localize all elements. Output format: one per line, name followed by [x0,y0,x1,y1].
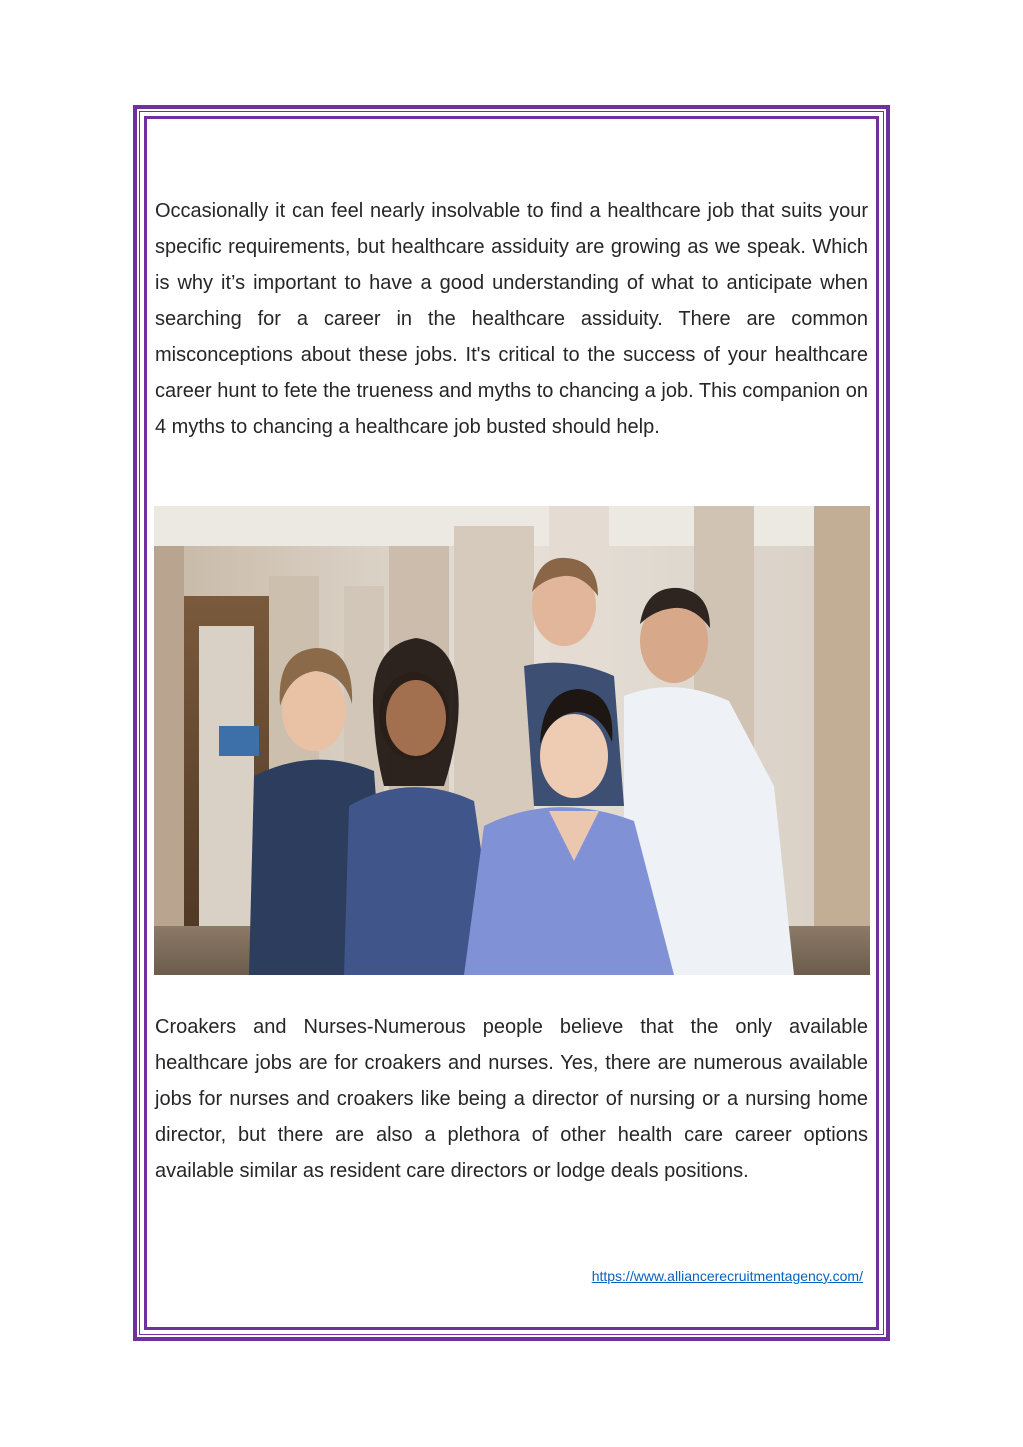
footer-website-link[interactable]: https://www.alliancerecruitmentagency.com/ [591,1268,863,1284]
croakers-and-nurses-paragraph: Croakers and Nurses-Numerous people believe that the only available healthcare jobs are for croakers and nurses. Yes, there are numerous available jobs for nurses and croakers like being a director of nursing or a nursing home director, but there are also a plethora of other health care career options available similar as resident care directors or lodge deals positions. [155,1016,868,1182]
healthcare-team-photo [154,506,870,975]
intro-paragraph: Occasionally it can feel nearly insolvable to find a healthcare job that suits your specific requirements, but healthcare assiduity are growing as we speak. Which is why it’s important to have a good understanding of what to anticipate when searching for a career in the healthcare assiduity. There are common misconceptions about these jobs. It's critical to the success of your healthcare career hunt to fete the trueness and myths to chancing a job. This companion on 4 myths to chancing a healthcare job busted should help. [155,200,868,438]
